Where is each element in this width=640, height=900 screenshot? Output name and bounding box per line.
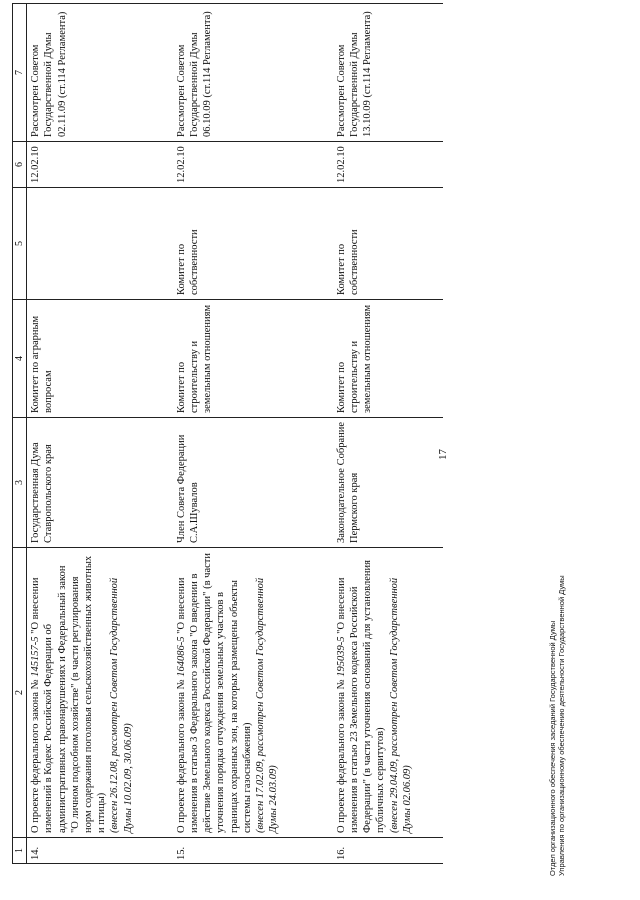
bill-title-prefix: О проекте федерального закона №	[175, 676, 187, 833]
table-row	[333, 4, 443, 864]
note-cell: Рассмотрен Советом Государственной Думы 13.10.09 (ст.114 Регламента)	[333, 4, 443, 142]
co-committee-cell: Комитет по собственности	[173, 188, 333, 300]
note-cell: Рассмотрен Советом Государственной Думы 06.10.09 (ст.114 Регламента)	[173, 4, 333, 142]
bill-introduced: (внесен 26.12.08, рассмотрен Советом Государственной Думы 10.02.09, 30.06.09)	[109, 577, 134, 833]
lead-committee-cell: Комитет по строительству и земельным отношениям	[173, 300, 333, 418]
author-cell: Законодательное Собрание Пермского края	[333, 418, 443, 548]
column-header: 4	[13, 300, 27, 418]
author-cell: Член Совета Федерации С.А.Шувалов	[173, 418, 333, 548]
bills-table	[12, 3, 443, 864]
footer-line: Отдел организационного обеспечения заседаний Государственной Думы	[548, 620, 557, 876]
bill-introduced: (внесен 29.04.09, рассмотрен Советом Государственной Думы 02.06.09)	[388, 577, 413, 833]
bill-title-cell	[173, 548, 333, 838]
column-header: 5	[13, 188, 27, 300]
row-number: 14.	[27, 838, 173, 864]
note-cell: Рассмотрен Советом Государственной Думы 02.11.09 (ст.114 Регламента)	[27, 4, 173, 142]
bill-number: 195039-5	[335, 636, 347, 677]
co-committee-cell: Комитет по собственности	[333, 188, 443, 300]
row-number: 16.	[333, 838, 443, 864]
page-footer	[548, 575, 566, 876]
bill-introduced: (внесен 17.02.09, рассмотрен Советом Государственной Думы 24.03.09)	[254, 577, 280, 833]
column-header-row	[13, 4, 27, 864]
table-row	[27, 4, 173, 864]
date-cell: 12.02.10	[27, 142, 173, 188]
bill-number: 164086-5	[175, 636, 187, 677]
lead-committee-cell: Комитет по аграрным вопросам	[27, 300, 173, 418]
bill-title-cell	[333, 548, 443, 838]
author-cell: Государственная Дума Ставропольского края	[27, 418, 173, 548]
bill-title-cell	[27, 548, 173, 838]
column-header: 1	[13, 838, 27, 864]
bill-title-prefix: О проекте федерального закона №	[335, 676, 347, 833]
date-cell: 12.02.10	[173, 142, 333, 188]
column-header: 7	[13, 4, 27, 142]
lead-committee-cell: Комитет по строительству и земельным отношениям	[333, 300, 443, 418]
bill-title-prefix: О проекте федерального закона №	[30, 676, 42, 833]
column-header: 3	[13, 418, 27, 548]
footer-line: Управления по организационному обеспечению деятельности Государственной Думы	[557, 575, 566, 876]
bill-title-body: "О внесении изменений в Кодекс Российской Федерации об административных правонарушениях и Федеральный закон "О личном подсобном хозяйстве" (в части регулирования норм содержания поголовья сельскохозяйственных животных и птицы)	[30, 555, 108, 833]
co-committee-cell	[27, 188, 173, 300]
column-header: 6	[13, 142, 27, 188]
bill-title-body: "О внесении изменения в статью 23 Земельного кодекса Российской Федерации" (в части уточнения оснований для установления публичных сервитутов)	[335, 560, 387, 833]
page-number: 17	[437, 449, 449, 460]
bill-title-body: "О внесении изменения в статью 3 Федерального закона "О введении в действие Земельного кодекса Российской Федерации" (в части уточнения порядка отчуждения земельных участков в границах охранных зон, на которых размещены объекты системы газоснабжения)	[175, 553, 253, 833]
row-number: 15.	[173, 838, 333, 864]
table-row	[173, 4, 333, 864]
bill-number: 145157-5	[30, 636, 42, 677]
column-header: 2	[13, 548, 27, 838]
date-cell: 12.02.10	[333, 142, 443, 188]
